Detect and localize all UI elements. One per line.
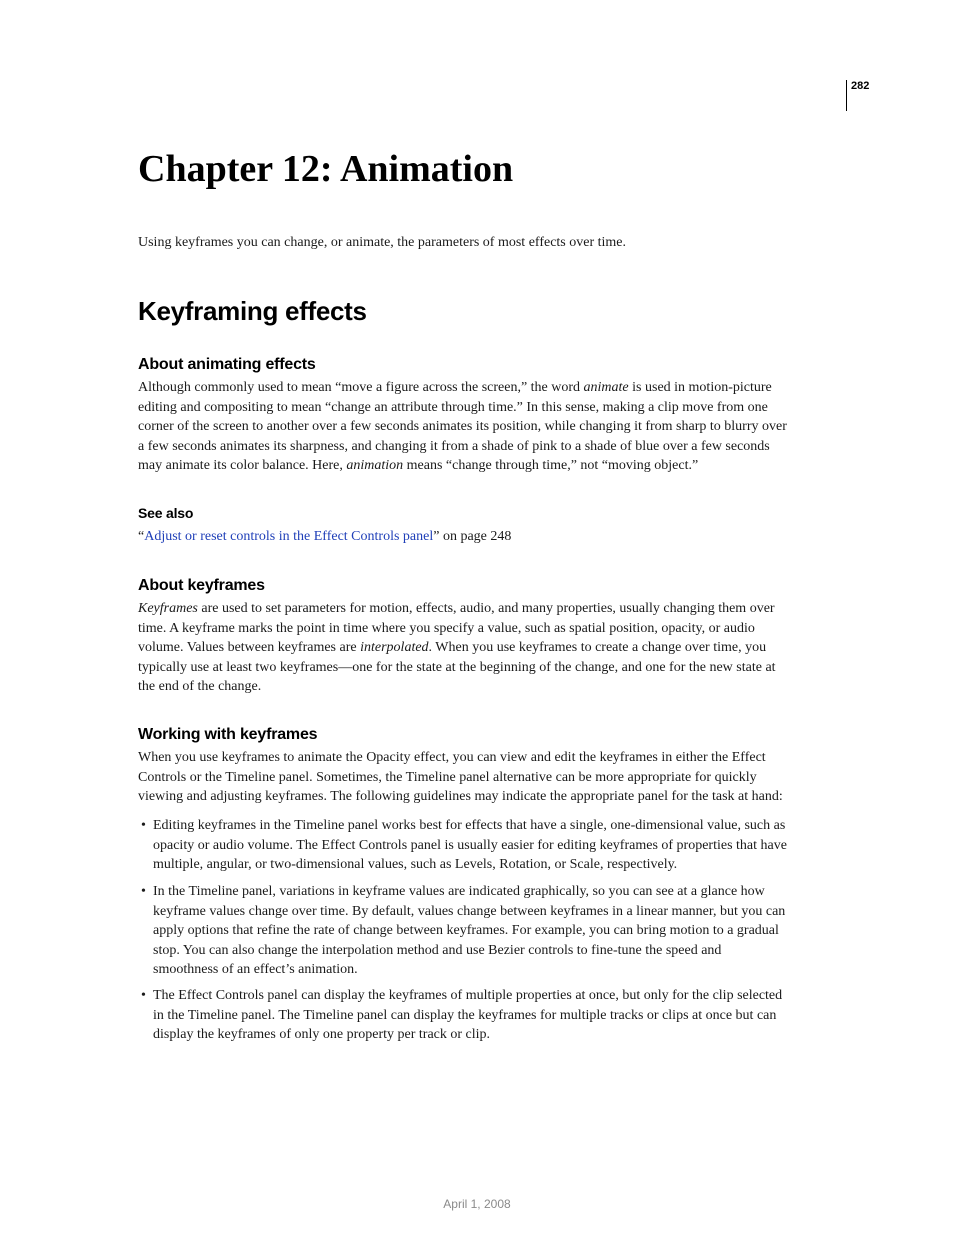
bullet-text: In the Timeline panel, variations in keyframe values are indicated graphically, so you can see at a glance how keyframe values change over time. By default, values change between keyframes in a linear manner, but you can apply options that refine the rate of change between keyframes. For example, you can bring motion to a gradual stop. You can also change the interpolation method and use Bezier controls to fine-tune the speed and smoothness of an effect’s animation.: [153, 884, 786, 977]
heading-working-with-keyframes: Working with keyframes: [138, 726, 318, 743]
text-line: editing and compositing to mean “change an attribute through time.” In this sense, making a clip move from one: [138, 399, 768, 415]
text-line: Keyframes are used to set parameters for motion, effects, audio, and many properties, usually changing them over: [138, 601, 775, 616]
chapter-title: Chapter 12: Animation: [138, 148, 514, 190]
text-line: may animate its color balance. Here, animation means “change through time,” not “moving object.”: [138, 458, 699, 473]
section-heading-keyframing-effects: Keyframing effects: [138, 296, 367, 326]
working-with-keyframes-paragraph: [138, 748, 783, 807]
link-adjust-reset-controls[interactable]: Adjust or reset controls in the Effect Controls panel: [144, 529, 434, 544]
bullet-icon: •: [141, 884, 146, 899]
text-line: corner of the screen to another over a few seconds animates its position, while changing it from sharp to blurry over: [138, 419, 787, 434]
heading-about-keyframes: About keyframes: [138, 577, 265, 594]
footer-date: April 1, 2008: [443, 1197, 511, 1211]
heading-see-also: See also: [138, 505, 194, 521]
text-line: typically use at least two keyframes—one for the state at the beginning of the change, and one for the new state at: [138, 659, 776, 675]
heading-about-animating-effects: About animating effects: [138, 356, 316, 373]
intro-paragraph: Using keyframes you can change, or animate, the parameters of most effects over time.: [138, 235, 627, 250]
text-line: When you use keyframes to animate the Opacity effect, you can view and edit the keyframes in either the Effect: [138, 750, 766, 765]
about-animating-paragraph: [138, 378, 787, 476]
page-number: 282: [851, 80, 870, 92]
text-line: volume. Values between keyframes are interpolated. When you use keyframes to create a change over time, you: [138, 640, 767, 655]
bullet-text: Editing keyframes in the Timeline panel works best for effects that have a single, one-dimensional value, such as opacity or audio volume. The Effect Controls panel is usually easier for editing keyframes of properties that have multiple, angular, or two-dimensional values, such as Levels, Rotation, or Scale, respectively.: [153, 818, 787, 872]
bullet-icon: •: [141, 818, 146, 833]
page-number-rule: [846, 80, 847, 111]
text-line: Controls or the Timeline panel. Sometimes, the Timeline panel alternative can be more appropriate for quickly: [138, 769, 757, 785]
see-also-reference: “Adjust or reset controls in the Effect Controls panel” on page 248: [138, 529, 512, 544]
about-keyframes-paragraph: [138, 599, 776, 697]
text-line: the end of the change.: [138, 679, 262, 694]
text-line: time. A keyframe marks the point in time where you specify a value, such as spatial position, opacity, or audio: [138, 620, 755, 636]
bullet-icon: •: [141, 988, 146, 1003]
text-line: a few seconds animates its sharpness, and changing it from a shade of pink to a shade of blue over a few seconds: [138, 438, 770, 454]
text-line: Although commonly used to mean “move a figure across the screen,” the word animate is used in motion-picture: [138, 380, 772, 395]
bullet-text: The Effect Controls panel can display the keyframes of multiple properties at once, but only for the clip selected in the Timeline panel. The Timeline panel can display the keyframes for multiple tracks or clips at once but can display the keyframes of only one property per track or clip.: [153, 988, 783, 1042]
text-line: viewing and adjusting keyframes. The following guidelines may indicate the appropriate panel for the task at hand:: [138, 789, 783, 804]
